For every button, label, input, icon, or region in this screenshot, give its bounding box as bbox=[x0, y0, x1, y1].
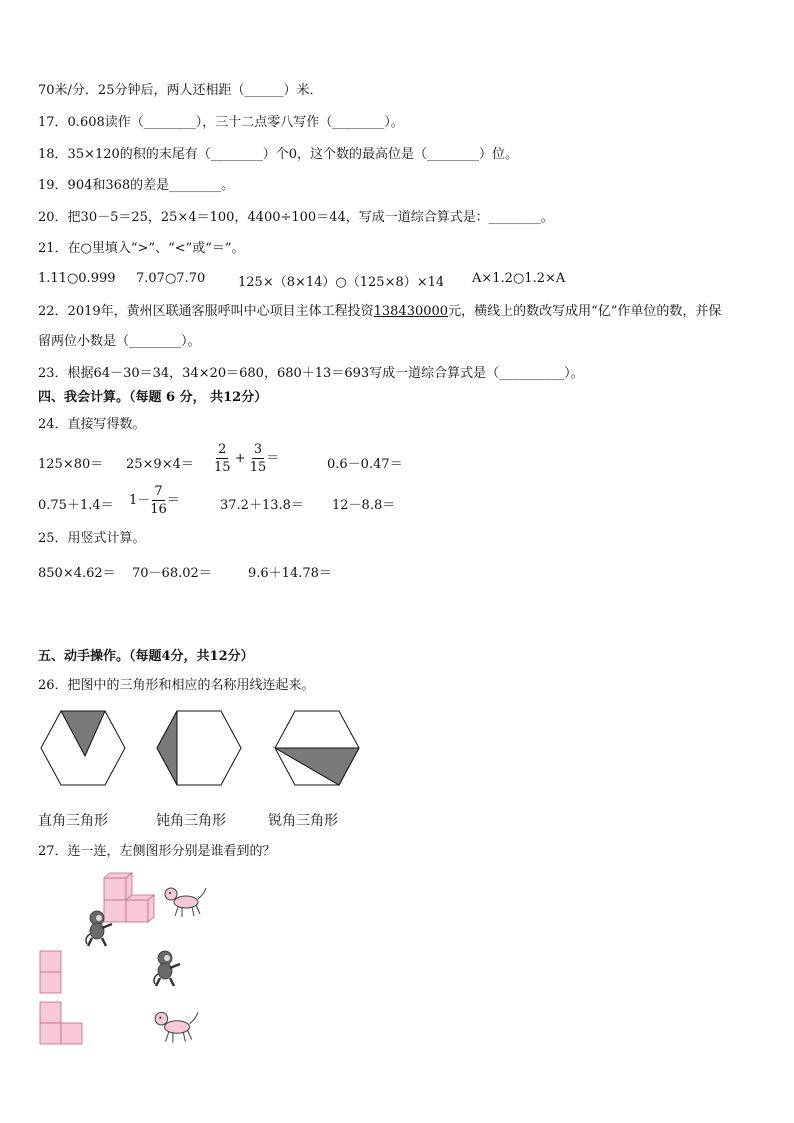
question-17: 17．0.608读作（________），三十二点零八写作（________）。 bbox=[38, 115, 404, 130]
q24-r1-fraction-expr bbox=[214, 441, 279, 476]
question-21: 21．在○里填入“>”、“<”或“＝”。 bbox=[38, 241, 245, 256]
question-18: 18．35×120的积的末尾有（________）个0，这个数的最高位是（________）位。 bbox=[38, 147, 519, 162]
q24-r2-d: 12－8.8＝ bbox=[332, 498, 396, 513]
view-figure-b bbox=[39, 1001, 83, 1045]
monkey-icon bbox=[84, 910, 114, 948]
q21-item-3: 125×（8×14）○（125×8）×14 bbox=[238, 275, 445, 290]
question-22-line-1 bbox=[38, 303, 721, 321]
section-5-heading: 五、动手操作。（每题4分，共12分） bbox=[38, 649, 254, 664]
equals-sign: ＝ bbox=[166, 493, 180, 508]
q25-b: 70－68.02＝ bbox=[132, 566, 212, 581]
question-22-line-2: 留两位小数是（________）。 bbox=[38, 334, 201, 349]
q25-a: 850×4.62＝ bbox=[38, 566, 116, 581]
q22-underlined-number: 138430000 bbox=[373, 304, 449, 319]
q22-text-pre: 22．2019年，黄州区联通客服呼叫中心项目主体工程投资 bbox=[38, 304, 374, 319]
q21-item-1: 1.11○0.999 bbox=[38, 271, 116, 286]
view-figure-a bbox=[39, 950, 63, 994]
q24-r1-b: 25×9×4＝ bbox=[126, 457, 194, 472]
question-25: 25．用竖式计算。 bbox=[38, 531, 146, 546]
q25-c: 9.6＋14.78＝ bbox=[248, 566, 332, 581]
label-obtuse-triangle: 钝角三角形 bbox=[156, 813, 226, 829]
hexagon-figure-2 bbox=[156, 710, 242, 786]
q21-item-2: 7.07○7.70 bbox=[136, 271, 206, 286]
q24-r1-d: 0.6－0.47＝ bbox=[327, 457, 403, 472]
hexagon-figure-1 bbox=[40, 710, 126, 786]
fraction-7-16: $\frac{7}{16}$ bbox=[150, 484, 167, 517]
question-24: 24．直接写得数。 bbox=[38, 417, 146, 432]
q24-r2-fraction-expr bbox=[129, 483, 180, 518]
q24-r2-c: 37.2＋13.8＝ bbox=[220, 498, 304, 513]
question-19: 19．904和368的差是________。 bbox=[38, 178, 235, 193]
question-20: 20．把30－5＝25，25×4＝100，4400÷100＝44，写成一道综合算式是：________。 bbox=[38, 210, 554, 225]
q22-text-post: 元，横线上的数改写成用“亿”作单位的数，并保 bbox=[448, 304, 722, 319]
dog-icon-2 bbox=[152, 1008, 200, 1046]
dog-icon bbox=[162, 884, 208, 920]
plus-sign: + bbox=[234, 451, 246, 466]
fraction-2-15: $\frac{2}{15}$ bbox=[214, 442, 231, 475]
label-right-triangle: 直角三角形 bbox=[38, 813, 108, 829]
hexagon-figure-3 bbox=[274, 710, 360, 786]
question-26: 26．把图中的三角形和相应的名称用线连起来。 bbox=[38, 678, 315, 693]
q21-item-4: A×1.2○1.2×A bbox=[472, 271, 566, 286]
q24-r2-a: 0.75＋1.4＝ bbox=[38, 498, 114, 513]
question-27: 27．连一连，左侧图形分别是谁看到的？ bbox=[38, 844, 276, 859]
monkey-icon-2 bbox=[152, 950, 182, 988]
q24-r1-a: 125×80＝ bbox=[38, 457, 104, 472]
equals-sign: ＝ bbox=[266, 451, 280, 466]
fraction-3-15: $\frac{3}{15}$ bbox=[249, 442, 267, 475]
triangle-shaded-2 bbox=[157, 711, 177, 785]
question-23: 23．根据64－30＝34，34×20＝680，680＋13＝693写成一道综合算式是（__________）。 bbox=[38, 366, 584, 381]
section-4-heading: 四、我会计算。（每题 6 分， 共12分） bbox=[38, 390, 268, 405]
label-acute-triangle: 锐角三角形 bbox=[268, 813, 338, 829]
line-continued: 70米/分．25分钟后，两人还相距（______）米． bbox=[38, 83, 323, 98]
one-minus: 1－ bbox=[129, 493, 151, 508]
